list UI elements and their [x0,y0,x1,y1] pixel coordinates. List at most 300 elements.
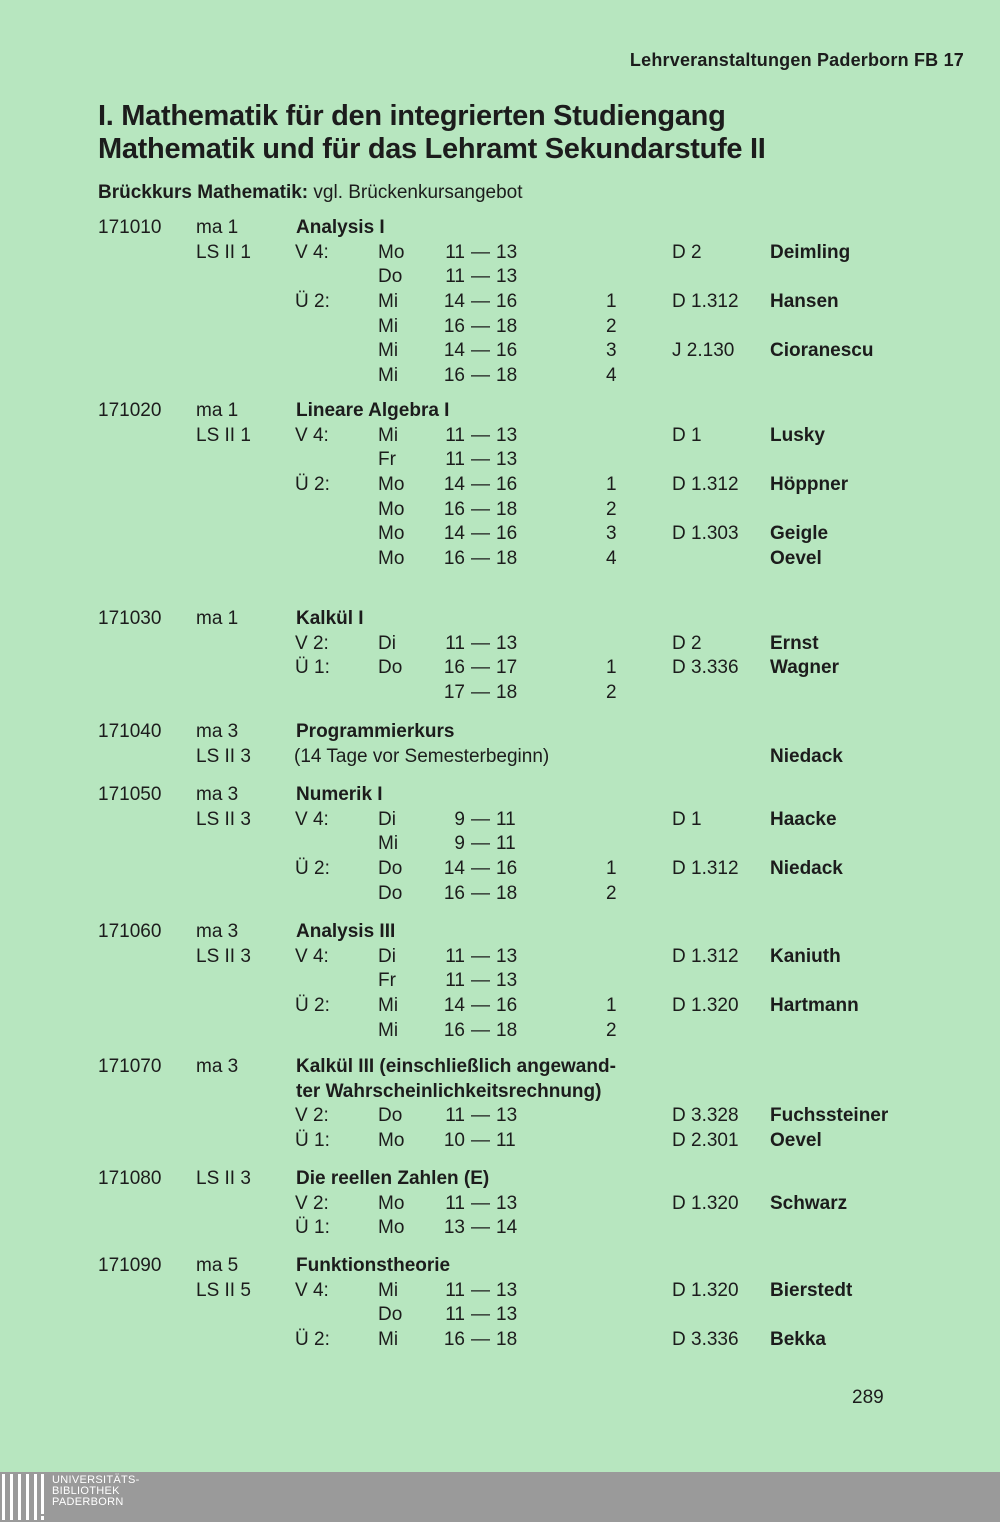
room: D 2 [672,241,702,263]
bridge-course-text: vgl. Brückenkursangebot [313,182,523,203]
session-time [443,1216,517,1240]
session-time [443,1279,517,1303]
time-start: 11 [445,1105,465,1127]
session-day: Do [378,1304,403,1326]
time-end: 11 [496,833,516,855]
time-start: 9 [454,833,465,855]
session-day: Mo [378,498,405,520]
group-number: 1 [606,290,617,312]
course-number: 171020 [98,400,162,421]
time-start: 10 [443,1129,465,1151]
time-start: 14 [443,994,465,1016]
course-number: 171080 [98,1168,162,1189]
group-number: 2 [606,882,617,904]
time-dash: — [471,424,490,446]
room: D 3.336 [672,657,739,679]
course-number: 171070 [98,1056,162,1077]
course-line [0,808,1000,832]
session-type: V 4: [295,808,329,830]
session-type: V 4: [295,241,329,263]
course-code: ma 5 [196,1255,239,1276]
library-footer [0,1472,1000,1522]
time-dash: — [471,1129,490,1151]
time-start: 11 [445,1279,465,1301]
time-end: 13 [496,1304,518,1326]
session-time [443,1328,517,1352]
session-type: V 2: [295,1105,329,1127]
lecturer-name: Oevel [770,547,822,569]
course-code: LS II 3 [196,1168,251,1189]
course-line [0,1279,1000,1303]
time-start: 14 [443,290,465,312]
course-number: 171030 [98,608,162,629]
session-day: Mo [378,523,405,545]
session-time [443,522,517,546]
section-title-line-2: Mathematik und für das Lehramt Sekundarstufe II [98,133,766,165]
room: D 1.312 [672,473,739,495]
lecturer-name: Bekka [770,1328,826,1350]
course-line [0,1104,1000,1128]
course-code: LS II 1 [196,424,251,446]
course-title: Lineare Algebra I [296,400,450,421]
session-time [443,424,517,448]
course-title: Analysis III [296,921,396,942]
lecturer-name: Cioranescu [770,340,874,362]
time-end: 13 [496,970,518,992]
session-time [443,882,517,906]
time-end: 13 [496,1279,518,1301]
time-start: 17 [443,681,465,703]
time-start: 16 [443,498,465,520]
lecturer-name: Fuchssteiner [770,1105,889,1127]
time-start: 13 [443,1217,465,1239]
session-day: Mo [378,241,405,263]
session-day: Mi [378,340,399,362]
session-time [443,339,517,363]
session-type: V 4: [295,424,329,446]
session-type: Ü 2: [295,994,330,1016]
time-end: 18 [496,315,518,337]
time-dash: — [471,364,490,386]
session-time [443,808,516,832]
lecturer-name: Lusky [770,424,825,446]
time-start: 9 [454,808,465,830]
course-note: (14 Tage vor Semesterbeginn) [294,745,550,767]
session-time [443,448,517,472]
course-line [0,290,1000,314]
session-day: Di [378,945,396,967]
library-name-line-1: UNIVERSITÄTS- [52,1474,140,1486]
lecturer-name: Niedack [770,745,843,767]
group-number: 3 [606,523,617,545]
lecturer-name: Geigle [770,523,829,545]
room: D 1.312 [672,945,739,967]
session-day: Di [378,632,396,654]
course-title: Programmierkurs [296,721,455,742]
room: D 3.328 [672,1105,739,1127]
time-start: 16 [443,315,465,337]
time-dash: — [471,808,490,830]
time-dash: — [471,1279,490,1301]
session-day: Mo [378,1192,405,1214]
lecturer-name: Oevel [770,1129,822,1151]
time-dash: — [471,833,490,855]
group-number: 3 [606,340,617,362]
course-title: Kalkül III (einschließlich angewand- [296,1056,616,1077]
course-line [0,681,1000,705]
course-title: Funktionstheorie [296,1255,451,1276]
course-number: 171090 [98,1255,162,1276]
time-start: 16 [443,882,465,904]
session-type: V 2: [295,1192,329,1214]
time-end: 18 [496,1328,518,1350]
room: D 1 [672,424,702,446]
session-type: Ü 1: [295,1129,330,1151]
time-start: 11 [445,970,465,992]
group-number: 4 [606,364,617,386]
course-line [0,1254,1000,1278]
course-number: 171010 [98,217,162,238]
time-start: 14 [443,857,465,879]
time-dash: — [471,1304,490,1326]
session-type: Ü 1: [295,1217,330,1239]
lecturer-name: Niedack [770,857,843,879]
session-time [443,473,517,497]
course-code: ma 1 [196,608,239,629]
time-start: 11 [445,266,465,288]
session-day: Mi [378,424,399,446]
session-day: Mi [378,364,399,386]
course-line [0,994,1000,1018]
course-code: LS II 3 [196,808,251,830]
course-code: LS II 1 [196,241,251,263]
time-start: 11 [445,1192,465,1214]
time-end: 16 [496,857,518,879]
library-name-line-3: PADERBORN [52,1496,124,1508]
bridge-course-label: Brückkurs Mathematik: [98,182,309,203]
session-type: Ü 2: [295,857,330,879]
session-time [443,832,516,856]
time-start: 11 [445,945,465,967]
time-dash: — [471,970,490,992]
course-code: ma 3 [196,721,239,742]
session-type: Ü 2: [295,473,330,495]
course-line [0,339,1000,363]
course-code: ma 3 [196,784,239,805]
time-end: 16 [496,290,518,312]
time-end: 13 [496,449,518,471]
course-line [0,473,1000,497]
session-day: Di [378,808,396,830]
group-number: 1 [606,657,617,679]
lecturer-name: Hartmann [770,994,859,1016]
session-time [443,1019,517,1043]
session-time [443,290,517,314]
course-line [0,1080,1000,1104]
session-time [443,969,517,993]
time-end: 16 [496,994,518,1016]
lecturer-name: Ernst [770,632,819,654]
time-start: 14 [443,523,465,545]
time-start: 16 [443,547,465,569]
time-end: 13 [496,1192,518,1214]
time-end: 18 [496,547,518,569]
room: D 1 [672,808,702,830]
time-dash: — [471,1192,490,1214]
course-line [0,265,1000,289]
session-day: Mo [378,1217,405,1239]
course-line [0,832,1000,856]
course-line [0,216,1000,240]
session-day: Do [378,657,403,679]
time-dash: — [471,1328,490,1350]
lecturer-name: Höppner [770,473,849,495]
course-line [0,969,1000,993]
time-end: 18 [496,498,518,520]
course-line [0,1019,1000,1043]
session-time [443,315,517,339]
session-time [443,1129,516,1153]
barcode-logo-icon [0,1472,50,1522]
course-line [0,720,1000,744]
course-line [0,448,1000,472]
session-time [443,498,517,522]
session-time [443,857,517,881]
session-time [443,656,517,680]
room: D 1.303 [672,523,739,545]
time-dash: — [471,340,490,362]
course-line [0,1328,1000,1352]
course-title: Die reellen Zahlen (E) [296,1168,490,1189]
course-line [0,1055,1000,1079]
room: D 1.320 [672,994,739,1016]
lecturer-name: Schwarz [770,1192,848,1214]
time-dash: — [471,857,490,879]
group-number: 2 [606,1019,617,1041]
running-head: Lehrveranstaltungen Paderborn FB 17 [629,50,964,70]
lecturer-name: Deimling [770,241,851,263]
time-start: 14 [443,473,465,495]
lecturer-name: Bierstedt [770,1279,853,1301]
group-number: 2 [606,498,617,520]
session-type: V 4: [295,945,329,967]
time-dash: — [471,882,490,904]
course-line [0,920,1000,944]
session-time [443,265,517,289]
lecturer-name: Haacke [770,808,837,830]
course-number: 171060 [98,921,162,942]
session-day: Mi [378,994,399,1016]
session-day: Do [378,266,403,288]
course-title: ter Wahrscheinlichkeitsrechnung) [296,1080,602,1102]
session-time [443,547,517,571]
time-dash: — [471,994,490,1016]
time-dash: — [471,523,490,545]
group-number: 4 [606,547,617,569]
time-end: 13 [496,945,518,967]
time-start: 11 [445,1304,465,1326]
room: D 1.312 [672,857,739,879]
session-type: Ü 1: [295,657,330,679]
time-dash: — [471,547,490,569]
room: D 2 [672,632,702,654]
session-day: Mi [378,315,399,337]
time-end: 13 [496,424,518,446]
course-line [0,522,1000,546]
course-code: ma 3 [196,1056,239,1077]
course-number: 171050 [98,784,162,805]
session-type: V 2: [295,632,329,654]
course-line [0,882,1000,906]
course-line [0,315,1000,339]
course-title: Numerik I [296,784,383,805]
group-number: 2 [606,315,617,337]
time-end: 16 [496,340,518,362]
time-start: 14 [443,340,465,362]
time-dash: — [471,241,490,263]
time-start: 16 [443,657,465,679]
session-time [443,994,517,1018]
course-line [0,607,1000,631]
time-end: 18 [496,882,518,904]
session-time [443,632,517,656]
time-end: 18 [496,1019,518,1041]
course-line [0,547,1000,571]
time-end: 13 [496,632,518,654]
lecturer-name: Wagner [770,657,839,679]
time-start: 16 [443,364,465,386]
course-line [0,399,1000,423]
library-name-line-2: BIBLIOTHEK [52,1485,120,1497]
time-dash: — [471,266,490,288]
room: J 2.130 [672,340,735,362]
session-time [443,681,517,705]
course-line [0,1129,1000,1153]
session-day: Mi [378,1019,399,1041]
time-dash: — [471,473,490,495]
section-title [98,100,958,166]
session-time [443,1104,517,1128]
time-start: 11 [445,241,465,263]
course-line [0,1167,1000,1191]
time-end: 13 [496,1105,518,1127]
time-end: 16 [496,523,518,545]
course-code: LS II 3 [196,945,251,967]
lecturer-name: Hansen [770,290,839,312]
time-end: 14 [496,1217,518,1239]
group-number: 2 [606,681,617,703]
group-number: 1 [606,473,617,495]
session-day: Fr [378,449,396,471]
time-start: 16 [443,1019,465,1041]
session-time [443,945,517,969]
course-code: ma 3 [196,921,239,942]
time-dash: — [471,681,490,703]
session-day: Mo [378,547,405,569]
session-time [443,364,517,388]
time-end: 11 [496,808,516,830]
bridge-course-note [98,182,523,204]
group-number: 1 [606,994,617,1016]
course-line [0,1303,1000,1327]
page-number: 289 [852,1387,884,1408]
time-start: 11 [445,632,465,654]
time-end: 11 [496,1129,516,1151]
course-code: LS II 3 [196,745,251,767]
course-line [0,857,1000,881]
time-end: 18 [496,681,518,703]
time-dash: — [471,945,490,967]
course-line [0,745,1000,769]
session-type: Ü 2: [295,290,330,312]
session-time [443,1192,517,1216]
session-day: Fr [378,970,396,992]
session-time [443,241,517,265]
library-name [52,1475,140,1508]
time-start: 11 [445,424,465,446]
session-day: Mi [378,833,399,855]
session-day: Mi [378,290,399,312]
time-dash: — [471,1217,490,1239]
course-code: ma 1 [196,217,239,238]
course-line [0,656,1000,680]
time-start: 11 [445,449,465,471]
course-title: Analysis I [296,217,385,238]
time-dash: — [471,290,490,312]
session-day: Do [378,1105,403,1127]
session-day: Do [378,857,403,879]
session-day: Mi [378,1279,399,1301]
time-end: 16 [496,473,518,495]
course-line [0,498,1000,522]
course-line [0,632,1000,656]
session-type: Ü 2: [295,1328,330,1350]
time-dash: — [471,1019,490,1041]
room: D 3.336 [672,1328,739,1350]
session-time [443,1303,517,1327]
room: D 1.320 [672,1192,739,1214]
time-dash: — [471,1105,490,1127]
course-line [0,424,1000,448]
time-end: 13 [496,241,518,263]
course-line [0,1216,1000,1240]
course-title: Kalkül I [296,608,364,629]
time-dash: — [471,449,490,471]
course-line [0,945,1000,969]
time-end: 18 [496,364,518,386]
session-day: Mi [378,1328,399,1350]
course-line [0,241,1000,265]
time-start: 16 [443,1328,465,1350]
group-number: 1 [606,857,617,879]
course-code: LS II 5 [196,1279,251,1301]
room: D 2.301 [672,1129,739,1151]
course-code: ma 1 [196,400,239,421]
room: D 1.320 [672,1279,739,1301]
time-end: 13 [496,266,518,288]
time-dash: — [471,632,490,654]
time-end: 17 [496,657,518,679]
course-number: 171040 [98,721,162,742]
session-type: V 4: [295,1279,329,1301]
room: D 1.312 [672,290,739,312]
session-day: Mo [378,473,405,495]
time-dash: — [471,315,490,337]
time-dash: — [471,498,490,520]
course-line [0,364,1000,388]
course-line [0,783,1000,807]
section-title-line-1: I. Mathematik für den integrierten Studiengang [98,100,726,132]
